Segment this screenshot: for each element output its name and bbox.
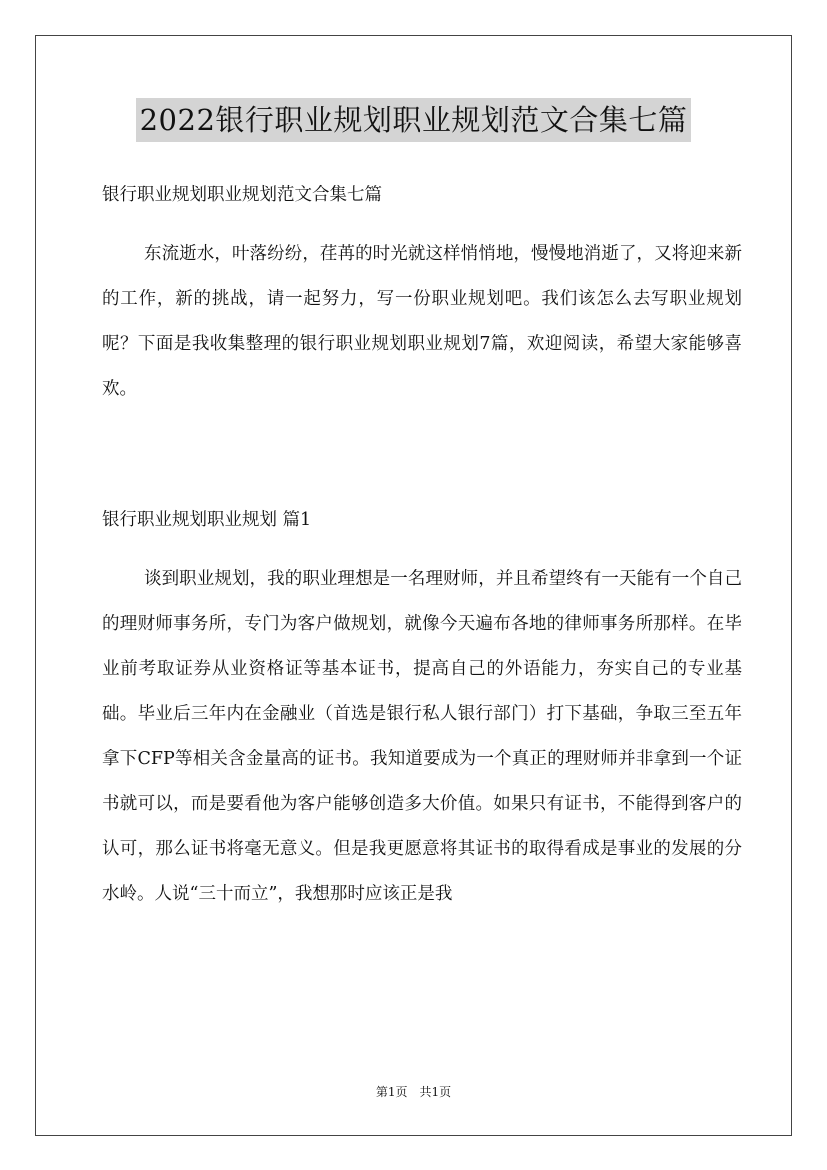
- document-title: 2022银行职业规划职业规划范文合集七篇: [136, 98, 692, 142]
- intro-paragraph: 东流逝水，叶落纷纷，荏苒的时光就这样悄悄地，慢慢地消逝了，又将迎来新的工作，新的挑战，请一起努力，写一份职业规划吧。我们该怎么去写职业规划呢？下面是我收集整理的银行职业规划职业规划7篇，欢迎阅读，希望大家能够喜欢。: [102, 244, 742, 399]
- title-container: [0, 98, 827, 142]
- section-heading: 银行职业规划职业规划 篇1: [102, 510, 312, 530]
- document-subtitle: 银行职业规划职业规划范文合集七篇: [102, 185, 382, 205]
- section-paragraph: 谈到职业规划，我的职业理想是一名理财师，并且希望终有一天能有一个自己的理财师事务所，专门为客户做规划，就像今天遍布各地的律师事务所那样。在毕业前考取证券从业资格证等基本证书，提高自己的外语能力，夯实自己的专业基础。毕业后三年内在金融业（首选是银行私人银行部门）打下基础，争取三至五年拿下CFP等相关含金量高的证书。我知道要成为一个真正的理财师并非拿到一个证书就可以，而是要看他为客户能够创造多大价值。如果只有证书，不能得到客户的认可，那么证书将毫无意义。但是我更愿意将其证书的取得看成是事业的发展的分水岭。人说“三十而立”，我想那时应该正是我: [102, 569, 742, 904]
- page-footer: 第1页 共1页: [375, 1085, 452, 1099]
